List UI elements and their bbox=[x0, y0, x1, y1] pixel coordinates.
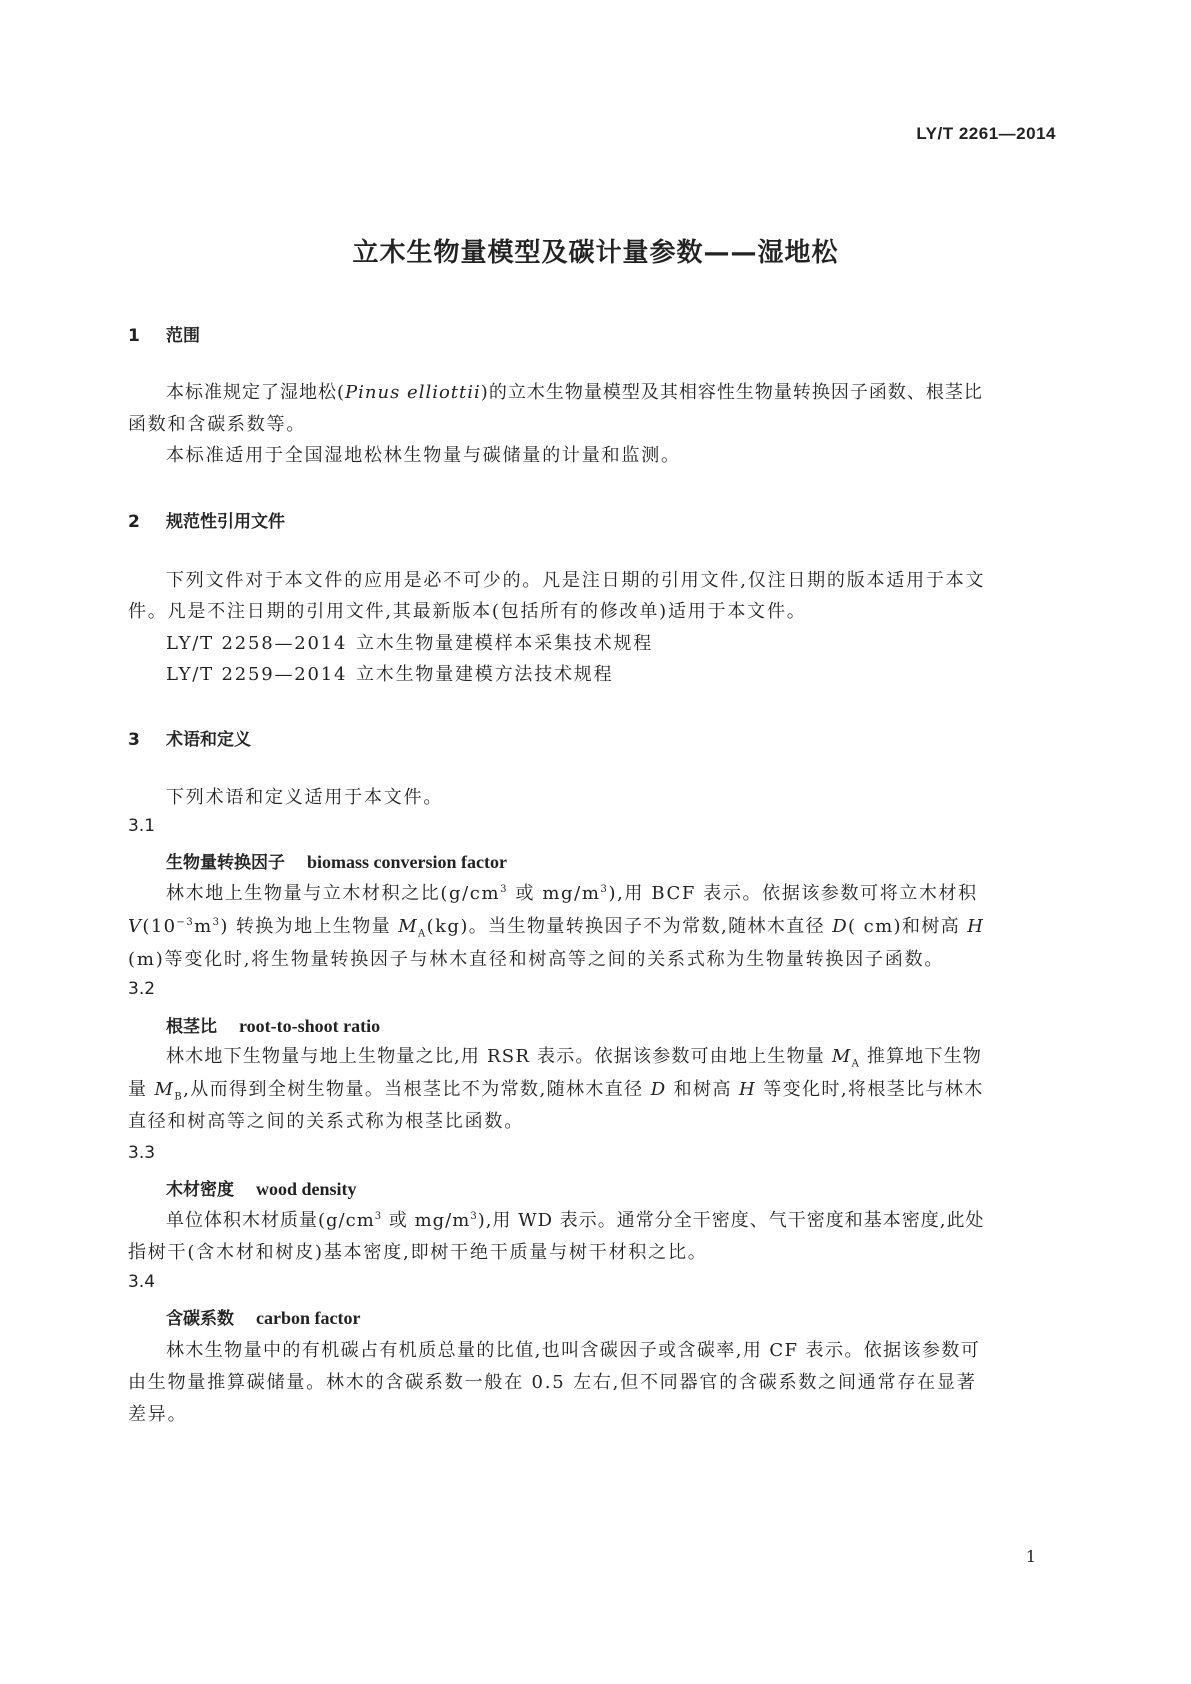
page-title: 立木生物量模型及碳计量参数——湿地松 bbox=[352, 238, 839, 268]
section-1-paragraph-1-cont: 函数和含碳系数等。 bbox=[128, 414, 307, 435]
term-definition: 林木生物量中的有机碳占有机质总量的比值,也叫含碳因子或含碳率,用 CF 表示。依据该参数可 bbox=[166, 1340, 981, 1361]
term-definition: 差异。 bbox=[128, 1404, 188, 1425]
term-heading: 生物量转换因子 biomass conversion factor bbox=[166, 852, 507, 873]
section-1-paragraph-2: 本标准适用于全国湿地松林生物量与碳储量的计量和监测。 bbox=[166, 445, 681, 466]
term-heading: 含碳系数 carbon factor bbox=[166, 1308, 361, 1329]
term-number: 3.3 bbox=[128, 1143, 156, 1163]
term-definition: 由生物量推算碳储量。林木的含碳系数一般在 0.5 左右,但不同器官的含碳系数之间通常存在显著 bbox=[128, 1372, 977, 1393]
term-definition: 量 $M_B$,从而得到全树生物量。当根茎比不为常数,随林木直径 D 和树高 H 等变化时,将根茎比与林木 bbox=[128, 1079, 984, 1103]
section-3-heading: 3 术语和定义 bbox=[128, 730, 251, 750]
section-2-paragraph: 下列文件对于本文件的应用是必不可少的。凡是注日期的引用文件,仅注日期的版本适用于本文 bbox=[166, 570, 986, 591]
term-definition: 林木地下生物量与地上生物量之比,用 RSR 表示。依据该参数可由地上生物量 $M_A$ 推算地下生物 bbox=[166, 1046, 983, 1070]
page-number: 1 bbox=[1025, 1547, 1036, 1566]
term-definition: 指树干(含木材和树皮)基本密度,即树干绝干质量与树干材积之比。 bbox=[128, 1242, 708, 1263]
term-number: 3.1 bbox=[128, 816, 156, 836]
term-heading: 木材密度 wood density bbox=[166, 1179, 357, 1200]
term-number: 3.2 bbox=[128, 979, 156, 999]
term-definition: 单位体积木材质量($g/cm^3$ 或 $mg/m^3$),用 WD 表示。通常分全干密度、气干密度和基本密度,此处 bbox=[166, 1210, 985, 1231]
reference-item: LY/T 2258—2014 立木生物量建模样本采集技术规程 bbox=[166, 633, 653, 654]
reference-item: LY/T 2259—2014 立木生物量建模方法技术规程 bbox=[166, 664, 614, 685]
term-heading: 根茎比 root-to-shoot ratio bbox=[166, 1016, 381, 1037]
standard-number: LY/T 2261—2014 bbox=[916, 124, 1056, 143]
term-definition: (m)等变化时,将生物量转换因子与林木直径和树高等之间的关系式称为生物量转换因子函数。 bbox=[128, 949, 945, 970]
section-2-heading: 2 规范性引用文件 bbox=[128, 512, 285, 532]
section-2-paragraph-cont: 件。凡是不注日期的引用文件,其最新版本(包括所有的修改单)适用于本文件。 bbox=[128, 601, 807, 622]
term-definition: 林木地上生物量与立木材积之比($g/cm^3$ 或 $mg/m^3$),用 BCF 表示。依据该参数可将立木材积 bbox=[166, 883, 978, 904]
section-1-heading: 1 范围 bbox=[128, 326, 200, 346]
section-1-paragraph-1: 本标准规定了湿地松(Pinus elliottii)的立木生物量模型及其相容性生物量转换因子函数、根茎比 bbox=[166, 382, 983, 403]
term-definition: 直径和树高等之间的关系式称为根茎比函数。 bbox=[128, 1111, 524, 1132]
term-definition: $V(10^{-3}m^3)$ 转换为地上生物量 $M_A(kg)$。当生物量转换因子不为常数,随林木直径 D( cm)和树高 H bbox=[128, 916, 985, 940]
section-3-intro: 下列术语和定义适用于本文件。 bbox=[166, 787, 444, 808]
term-number: 3.4 bbox=[128, 1272, 156, 1292]
